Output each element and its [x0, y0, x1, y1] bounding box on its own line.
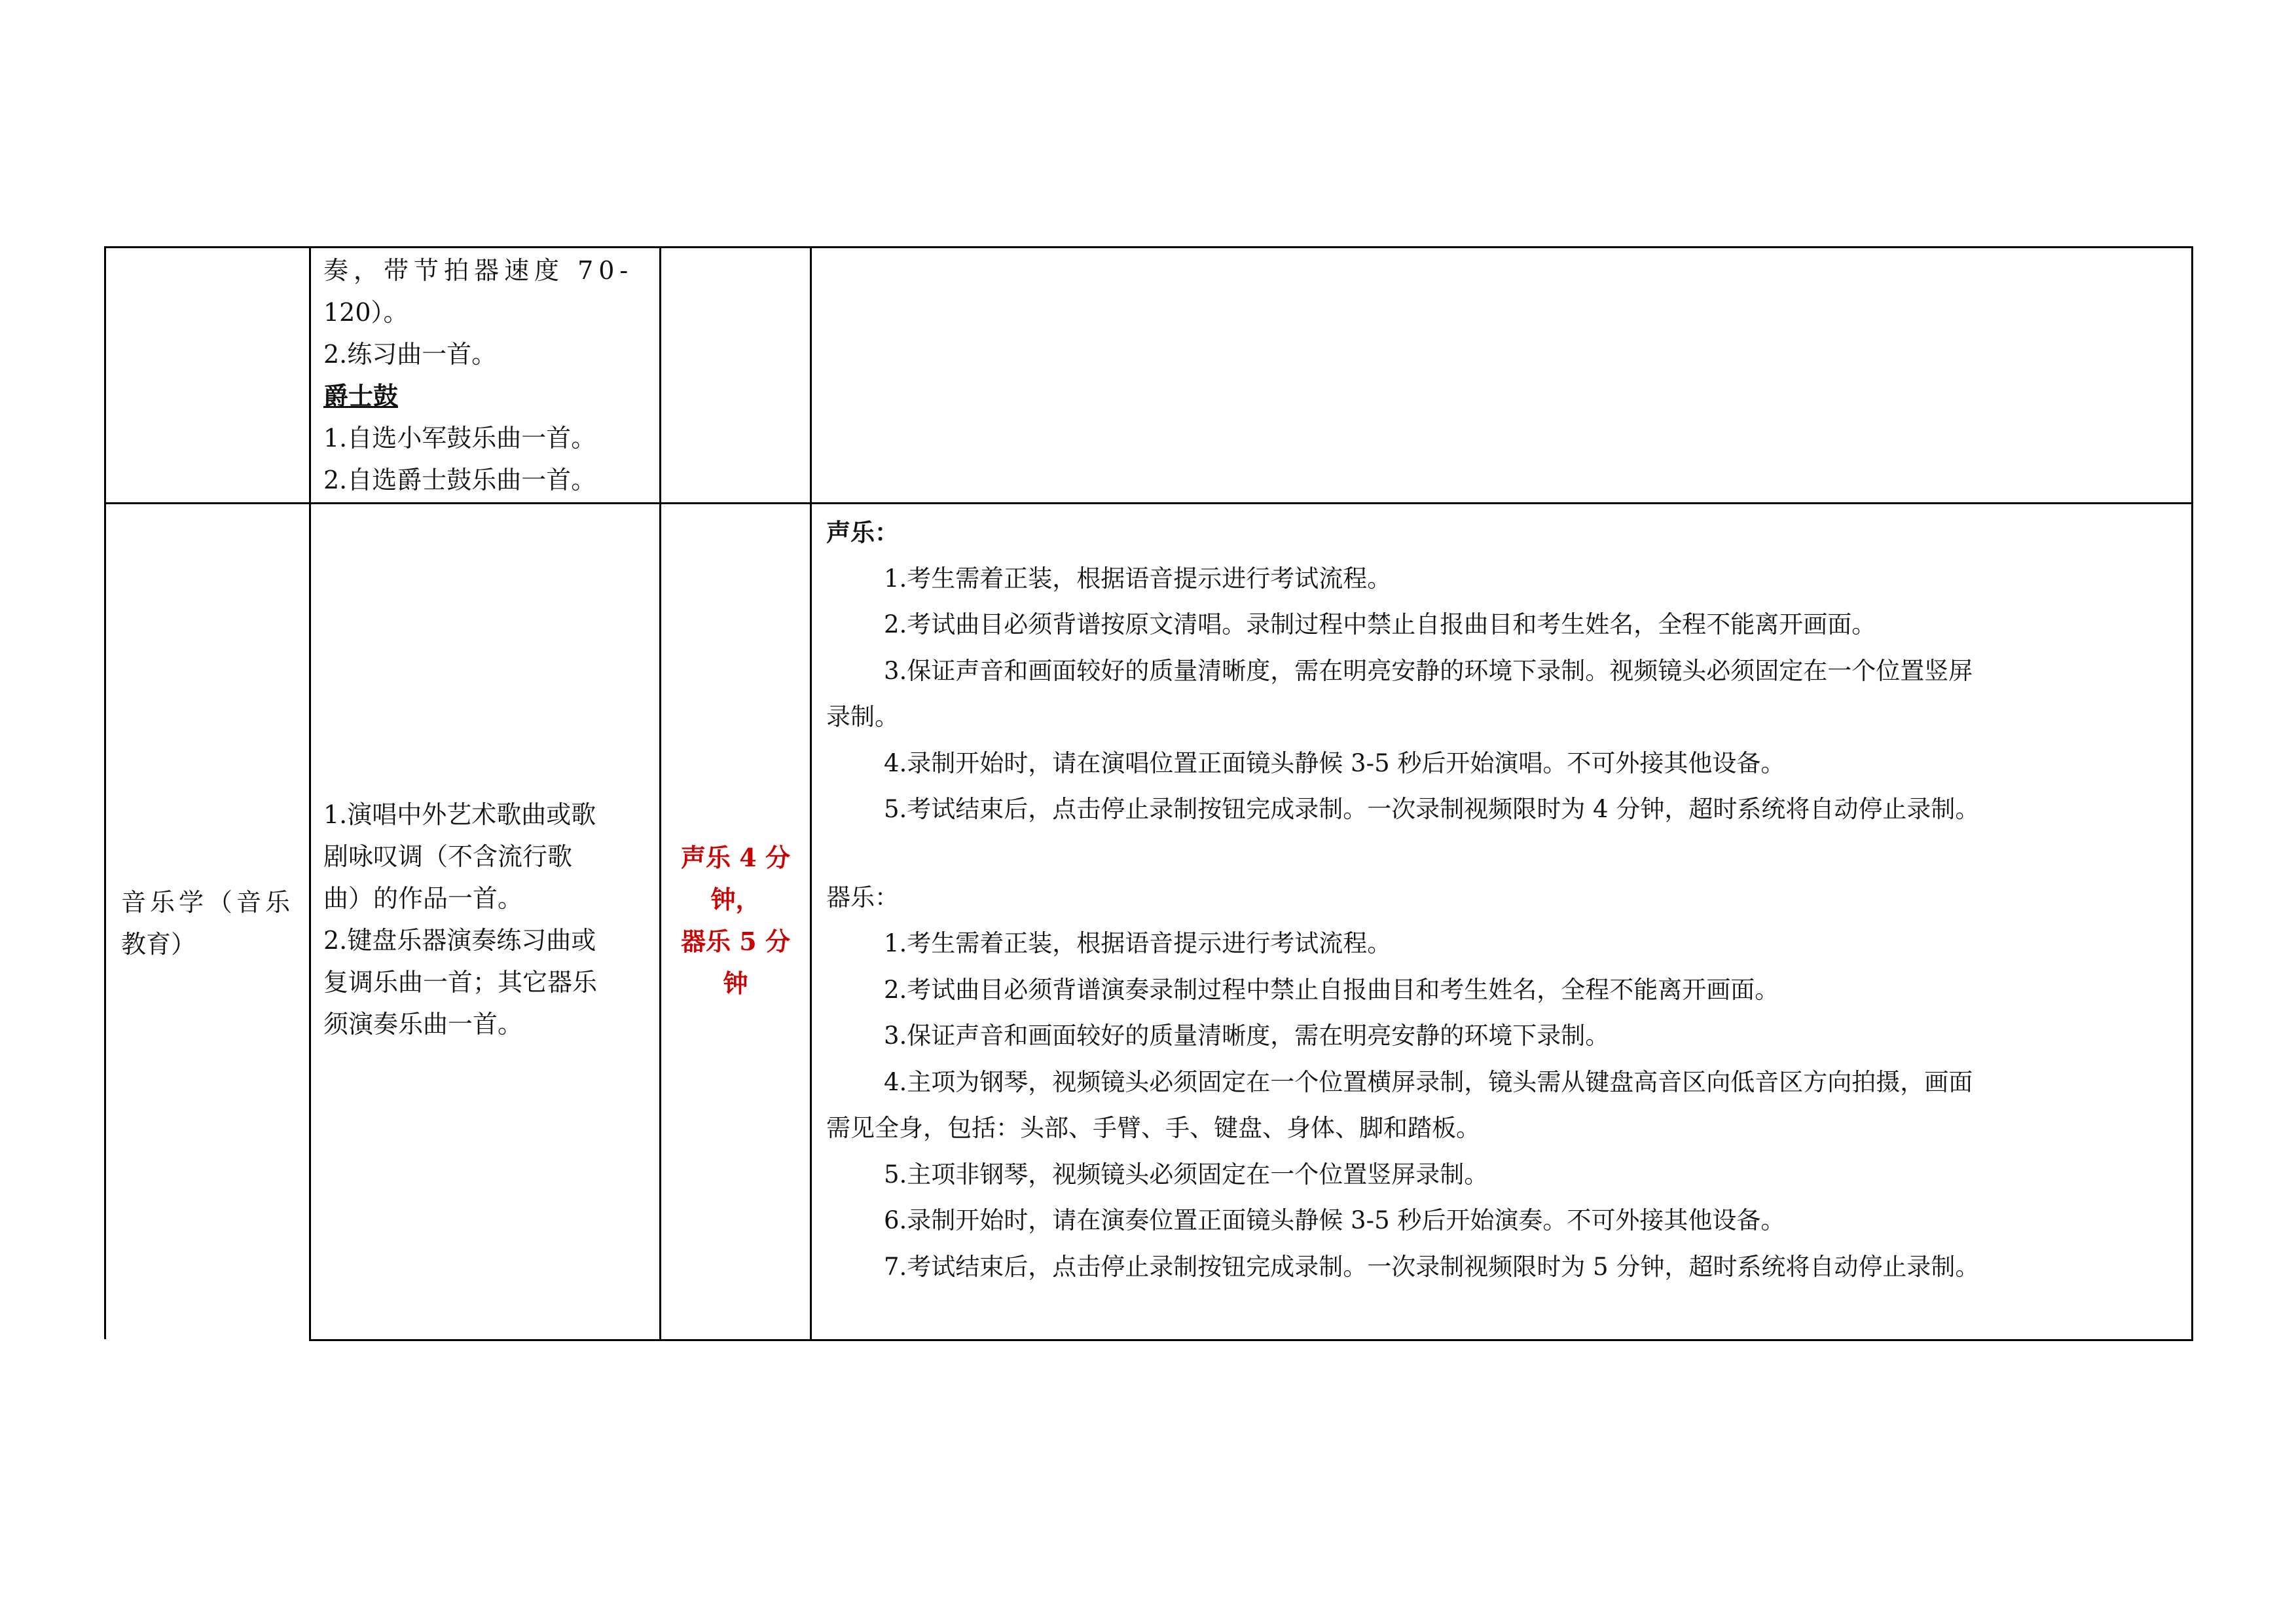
duration-line-3: 器乐 5 分	[681, 927, 790, 956]
major-line-2: 教育）	[121, 930, 196, 959]
major-line-1: 音乐学（音乐	[121, 888, 295, 917]
row1-line-2: 120）。	[323, 298, 409, 327]
col-border-2	[309, 246, 311, 1341]
section-spacer	[826, 833, 1979, 875]
content-line-3: 曲）的作品一首。	[323, 884, 523, 913]
vocal-item-5: 5.考试结束后，点击停止录制按钮完成录制。一次录制视频限时为 4 分钟，超时系统将自动停止录制。	[884, 795, 1980, 823]
instrumental-item-4-cont: 需见全身，包括：头部、手臂、手、键盘、身体、脚和踏板。	[826, 1114, 1480, 1142]
row-divider	[104, 502, 2193, 504]
vocal-item-4: 4.录制开始时，请在演唱位置正面镜头静候 3-5 秒后开始演唱。不可外接其他设备。	[884, 748, 1785, 777]
recording-instructions-cell	[826, 509, 1979, 1290]
instrumental-item-4: 4.主项为钢琴，视频镜头必须固定在一个位置横屏录制，镜头需从键盘高音区向低音区方向拍摄，画面	[884, 1067, 1973, 1096]
jazz-item-1: 1.自选小军鼓乐曲一首。	[323, 424, 596, 452]
col-border-right	[2191, 246, 2193, 1341]
duration-line-1: 声乐 4 分	[681, 843, 790, 872]
vocal-item-3: 3.保证声音和画面较好的质量清晰度，需在明亮安静的环境下录制。视频镜头必须固定在一个位置竖屏	[884, 656, 1973, 685]
row1-requirements-cell	[323, 249, 633, 501]
duration-cell	[661, 837, 810, 1005]
instrumental-item-2: 2.考试曲目必须背谱演奏录制过程中禁止自报曲目和考生姓名，全程不能离开画面。	[884, 975, 1779, 1004]
table-top-border	[104, 246, 2193, 248]
row1-line-3: 2.练习曲一首。	[323, 340, 497, 369]
instrumental-item-7: 7.考试结束后，点击停止录制按钮完成录制。一次录制视频限时为 5 分钟，超时系统将自动停止录制。	[884, 1252, 1980, 1281]
col-border-left	[104, 246, 106, 1339]
table-bottom-border	[309, 1339, 2193, 1341]
instrumental-item-3: 3.保证声音和画面较好的质量清晰度，需在明亮安静的环境下录制。	[884, 1022, 1610, 1050]
vocal-item-3-cont: 录制。	[826, 703, 899, 731]
jazz-item-2: 2.自选爵士鼓乐曲一首。	[323, 466, 596, 494]
jazz-drum-heading: 爵士鼓	[323, 381, 399, 411]
content-line-2: 剧咏叹调（不含流行歌	[323, 842, 573, 871]
instrumental-heading: 器乐：	[826, 883, 899, 912]
major-name-cell	[121, 881, 294, 965]
vocal-item-1: 1.考生需着正装，根据语音提示进行考试流程。	[884, 564, 1392, 593]
instrumental-item-5: 5.主项非钢琴，视频镜头必须固定在一个位置竖屏录制。	[884, 1160, 1489, 1189]
col-border-3	[659, 246, 661, 1341]
instrumental-item-1: 1.考生需着正装，根据语音提示进行考试流程。	[884, 929, 1392, 957]
duration-line-2: 钟，	[710, 885, 761, 914]
content-line-1: 1.演唱中外艺术歌曲或歌	[323, 800, 596, 829]
content-line-4: 2.键盘乐器演奏练习曲或	[323, 926, 596, 955]
instrumental-item-6: 6.录制开始时，请在演奏位置正面镜头静候 3-5 秒后开始演奏。不可外接其他设备。	[884, 1206, 1785, 1234]
content-line-6: 须演奏乐曲一首。	[323, 1010, 523, 1039]
vocal-heading: 声乐：	[826, 518, 899, 547]
vocal-item-2: 2.考试曲目必须背谱按原文清唱。录制过程中禁止自报曲目和考生姓名，全程不能离开画面。	[884, 610, 1876, 638]
content-line-5: 复调乐曲一首；其它器乐	[323, 968, 598, 997]
exam-content-cell	[323, 794, 597, 1045]
row1-line-1: 奏，带节拍器速度 70-	[323, 256, 634, 285]
col-border-4	[810, 246, 812, 1341]
duration-line-4: 钟	[723, 969, 748, 998]
